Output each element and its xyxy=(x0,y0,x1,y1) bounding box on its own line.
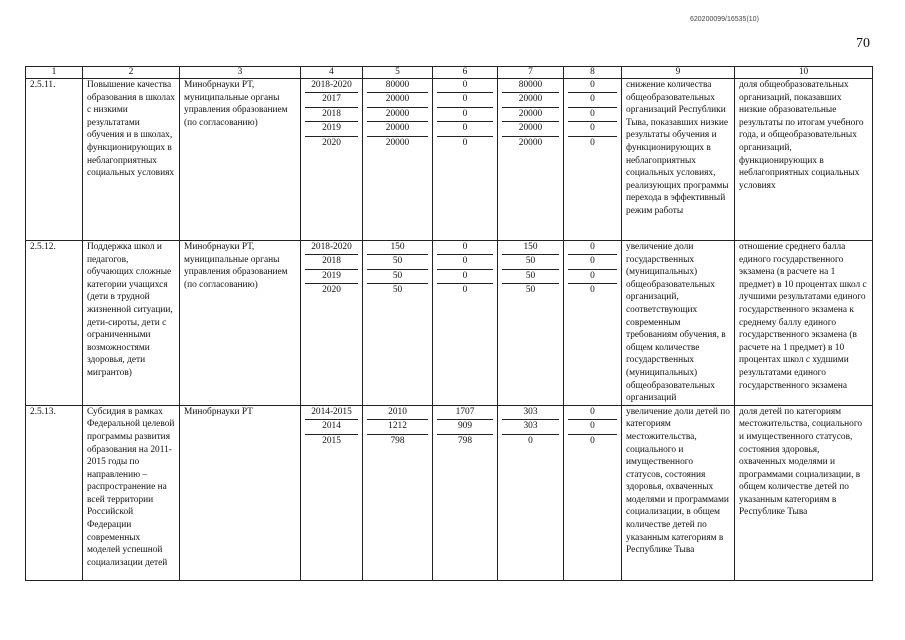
period: 2017 xyxy=(305,93,358,107)
value: 0 xyxy=(568,122,617,136)
period: 2018-2020 xyxy=(305,79,358,93)
value: 20000 xyxy=(502,108,559,122)
item-number: 2.5.13. xyxy=(26,405,83,580)
period-column xyxy=(301,241,363,406)
value: 0 xyxy=(568,93,617,107)
value: 0 xyxy=(568,406,617,420)
value: 0 xyxy=(590,285,595,296)
value: 0 xyxy=(568,270,617,284)
program-table xyxy=(25,66,873,581)
column-7 xyxy=(498,405,564,580)
total-column xyxy=(363,405,433,580)
period: 2020 xyxy=(322,137,341,148)
page-number: 70 xyxy=(856,36,870,51)
value: 80000 xyxy=(502,79,559,93)
header-row xyxy=(26,67,873,79)
value: 0 xyxy=(568,108,617,122)
period: 2020 xyxy=(322,285,341,296)
document-code: 620200099/16535(10) xyxy=(690,16,759,23)
target-indicator: доля общеобразовательных организаций, показавших низкие образовательные результаты по итогам учебного года, и общеобразовательных организаций, функционирующих в неблагоприятных социальных условиях xyxy=(735,79,873,241)
total-value: 50 xyxy=(392,285,403,296)
column-7 xyxy=(498,241,564,406)
col-header: 10 xyxy=(735,67,873,79)
executor: Минобрнауки РТ xyxy=(180,405,301,580)
value: 0 xyxy=(437,79,493,93)
value: 0 xyxy=(568,79,617,93)
value: 150 xyxy=(502,241,559,255)
total-column xyxy=(363,79,433,241)
period-column xyxy=(301,405,363,580)
column-8 xyxy=(564,241,622,406)
table-row xyxy=(26,405,873,580)
value: 1707 xyxy=(437,406,493,420)
value: 0 xyxy=(462,137,468,148)
value: 909 xyxy=(437,420,493,434)
col-header: 7 xyxy=(498,67,564,79)
col-header: 5 xyxy=(363,67,433,79)
period: 2014 xyxy=(305,420,358,434)
value: 0 xyxy=(437,122,493,136)
col-header: 8 xyxy=(564,67,622,79)
period: 2018-2020 xyxy=(305,241,358,255)
value: 50 xyxy=(525,285,536,296)
value: 303 xyxy=(502,406,559,420)
target-indicator: доля детей по категориям местожительства, социального и имущественного статусов, состояния здоровья, охваченных моделями и программами социализации, в общем количестве детей по указанным категориям в Республике Тыва xyxy=(735,405,873,580)
total-value: 20000 xyxy=(385,137,410,148)
total-value: 2010 xyxy=(367,406,428,420)
table-row xyxy=(26,241,873,406)
col-header: 1 xyxy=(26,67,83,79)
col-header: 2 xyxy=(83,67,180,79)
period-column xyxy=(301,79,363,241)
total-column xyxy=(363,241,433,406)
value: 0 xyxy=(437,255,493,269)
event-name: Повышение качества образования в школах с низкими результатами обучения и в школах, функционирующих в неблагоприятных социальных условиях xyxy=(83,79,180,241)
total-value: 20000 xyxy=(367,108,428,122)
total-value: 798 xyxy=(390,435,405,446)
column-6 xyxy=(433,241,498,406)
expected-result: увеличение доли детей по категориям местожительства, социального и имущественного статусов, состояния здоровья, охваченных моделями и программами социализации, в общем количестве детей по указанным категориям в Республике Тыва xyxy=(622,405,735,580)
value: 0 xyxy=(568,420,617,434)
period: 2018 xyxy=(305,108,358,122)
executor: Минобрнауки РТ, муниципальные органы управления образованием (по согласованию) xyxy=(180,241,301,406)
total-value: 50 xyxy=(367,255,428,269)
value: 0 xyxy=(437,241,493,255)
col-header: 6 xyxy=(433,67,498,79)
value: 0 xyxy=(437,108,493,122)
value: 50 xyxy=(502,255,559,269)
value: 0 xyxy=(528,435,533,446)
period: 2019 xyxy=(305,270,358,284)
value: 303 xyxy=(502,420,559,434)
event-name: Поддержка школ и педагогов, обучающих сложные категории учащихся (дети в трудной жизненной ситуации, дети-сироты, дети с ограниченными возможностями здоровья, дети мигрантов) xyxy=(83,241,180,406)
total-value: 1212 xyxy=(367,420,428,434)
period: 2019 xyxy=(305,122,358,136)
value: 0 xyxy=(462,285,468,296)
expected-result: снижение количества общеобразовательных организаций Республики Тыва, показавших низкие результаты обучения и функционирующих в неблагоприятных социальных условиях, реализующих программы перехода в эффективный режим работы xyxy=(622,79,735,241)
column-6 xyxy=(433,405,498,580)
column-7 xyxy=(498,79,564,241)
col-header: 9 xyxy=(622,67,735,79)
value: 50 xyxy=(502,270,559,284)
total-value: 80000 xyxy=(367,79,428,93)
event-name: Субсидия в рамках Федеральной целевой программы развития образования на 2011-2015 годы по направлению – распространение на всей территории Российской Федерации современных моделей успешной социализации детей xyxy=(83,405,180,580)
total-value: 50 xyxy=(367,270,428,284)
column-8 xyxy=(564,79,622,241)
value: 20000 xyxy=(502,93,559,107)
total-value: 150 xyxy=(367,241,428,255)
col-header: 4 xyxy=(301,67,363,79)
period: 2018 xyxy=(305,255,358,269)
period: 2015 xyxy=(322,435,341,446)
expected-result: увеличение доли государственных (муниципальных) общеобразовательных организаций, соответствующих современным требованиям обучения, в общем количестве государственных (муниципальных) общеобразовательных организаций xyxy=(622,241,735,406)
value: 20000 xyxy=(502,122,559,136)
value: 798 xyxy=(457,435,473,446)
value: 20000 xyxy=(518,137,543,148)
column-8 xyxy=(564,405,622,580)
executor: Минобрнауки РТ, муниципальные органы управления образованием (по согласованию) xyxy=(180,79,301,241)
target-indicator: отношение среднего балла единого государственного экзамена (в расчете на 1 предмет) в 10 процентах школ с лучшими результатами единого государственного экзамена к среднему баллу единого государственного экзамена (в расчете на 1 предмет) в 10 процентах школ с худшими результатами единого государственного экзамена xyxy=(735,241,873,406)
total-value: 20000 xyxy=(367,122,428,136)
value: 0 xyxy=(590,137,595,148)
value: 0 xyxy=(568,255,617,269)
value: 0 xyxy=(437,270,493,284)
value: 0 xyxy=(590,435,595,446)
item-number: 2.5.12. xyxy=(26,241,83,406)
total-value: 20000 xyxy=(367,93,428,107)
value: 0 xyxy=(437,93,493,107)
table-row xyxy=(26,79,873,241)
period: 2014-2015 xyxy=(305,406,358,420)
col-header: 3 xyxy=(180,67,301,79)
value: 0 xyxy=(568,241,617,255)
column-6 xyxy=(433,79,498,241)
item-number: 2.5.11. xyxy=(26,79,83,241)
